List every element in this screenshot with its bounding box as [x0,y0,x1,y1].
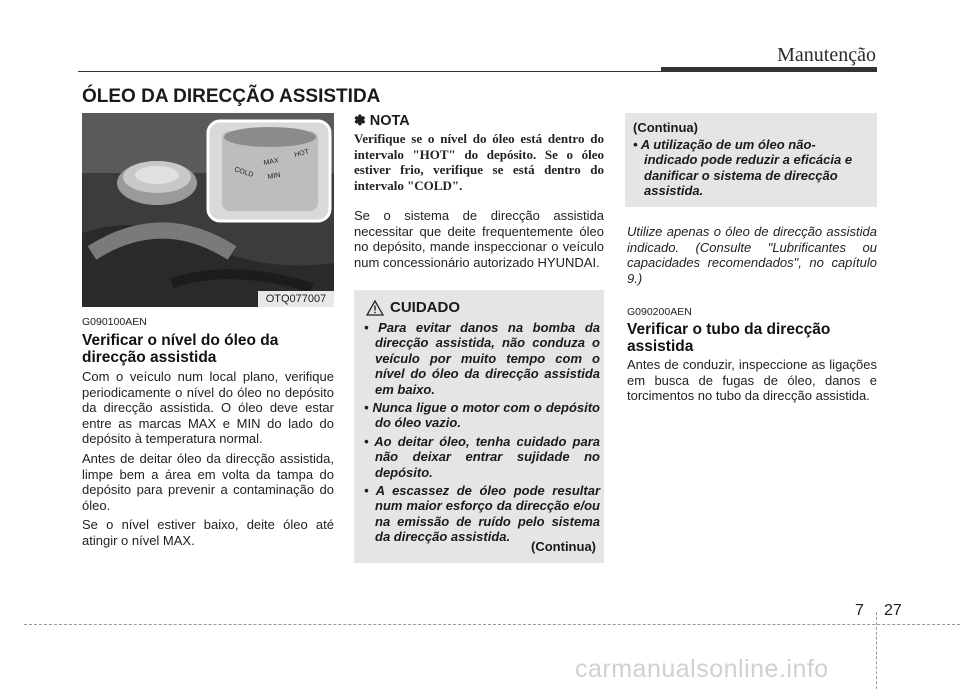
caution-title: CUIDADO [390,299,460,316]
continued-title: (Continua) [633,120,698,135]
caution-item: • Para evitar danos na bomba da direcção assistida, não conduza o veículo por muito tempo com o nível do óleo da direcção assistida em baixo. [364,320,600,397]
page-number: 27 [884,602,902,619]
caution-list [364,320,600,548]
caution-item: • A escassez de óleo pode resultar num maior esforço da direcção e/ou na emissão de ruído pelo sistema da direcção assistida. [364,483,600,545]
header-rule [78,71,661,72]
max-mark-label: MAX [263,157,280,167]
paragraph: Se o nível estiver baixo, deite óleo até atingir o nível MAX. [82,517,334,548]
continued-caution-box [625,113,877,207]
caution-header [366,299,460,316]
header-title: Manutenção [777,44,876,66]
page-divider [876,612,877,689]
section-title: ÓLEO DA DIRECÇÃO ASSISTIDA [82,86,381,107]
caution-item: • Nunca ligue o motor com o depósito do óleo vazio. [364,400,601,431]
lubricant-note: Utilize apenas o óleo de direcção assistida indicado. (Consulte "Lubrificantes ou capacidades recomendados", no capítulo 9.) [627,224,877,286]
paragraph: Com o veículo num local plano, verifique periodicamente o nível do óleo no depósito da direcção assistida. O óleo deve estar entre as marcas MAX e MIN do lado do depósito à temperatura normal. [82,369,334,447]
paragraph: Antes de conduzir, inspeccione as ligações em busca de fugas de óleo, danos e torcimentos no tubo da direcção assistida. [627,357,877,404]
reservoir-illustration [82,113,334,307]
col1-body [82,369,334,553]
warning-triangle-icon [366,300,384,316]
paragraph: Antes de deitar óleo da direcção assistida, limpe bem a área em volta da tampa do depósito para prevenir a contaminação do óleo. [82,450,334,513]
note-heading [354,112,410,129]
subsection-heading: Verificar o nível do óleo da direcção assistida [82,332,279,366]
footer-rule [24,624,960,625]
continued-label: (Continua) [531,539,596,554]
continued-list [633,137,869,199]
caution-box [354,290,604,563]
subsection-heading: Verificar o tubo da direcção assistida [627,321,831,355]
section-code: G090100AEN [82,316,147,328]
min-mark-label: MIN [267,171,281,181]
caution-item: • Ao deitar óleo, tenha cuidado para não deixar entrar sujidade no depósito. [364,433,600,480]
cold-mark-label: COLD [233,166,255,179]
caution-item: • A utilização de um óleo não-indicado pode reduzir a eficácia e danificar o sistema de direcção assistida. [633,137,853,199]
chapter-number: 7 [855,602,864,619]
note-star-icon: ✽ [354,112,366,128]
watermark: carmanualsonline.info [575,655,829,683]
note-body: Se o sistema de direcção assistida necessitar que deite frequentemente óleo no depósito, mande inspeccionar o veículo num concessionário autorizado HYUNDAI. [354,208,604,270]
photo-caption: OTQ077007 [258,291,334,307]
reservoir-photo [82,113,334,307]
header-rule-accent [661,67,877,72]
note-title: NOTA [369,113,410,129]
note-text: Verifique se o nível do óleo está dentro do intervalo "HOT" do depósito. Se o óleo estiver frio, verifique se está dentro do intervalo "COLD". [354,131,604,193]
hot-mark-label: HOT [293,148,310,159]
section-code: G090200AEN [627,306,692,318]
